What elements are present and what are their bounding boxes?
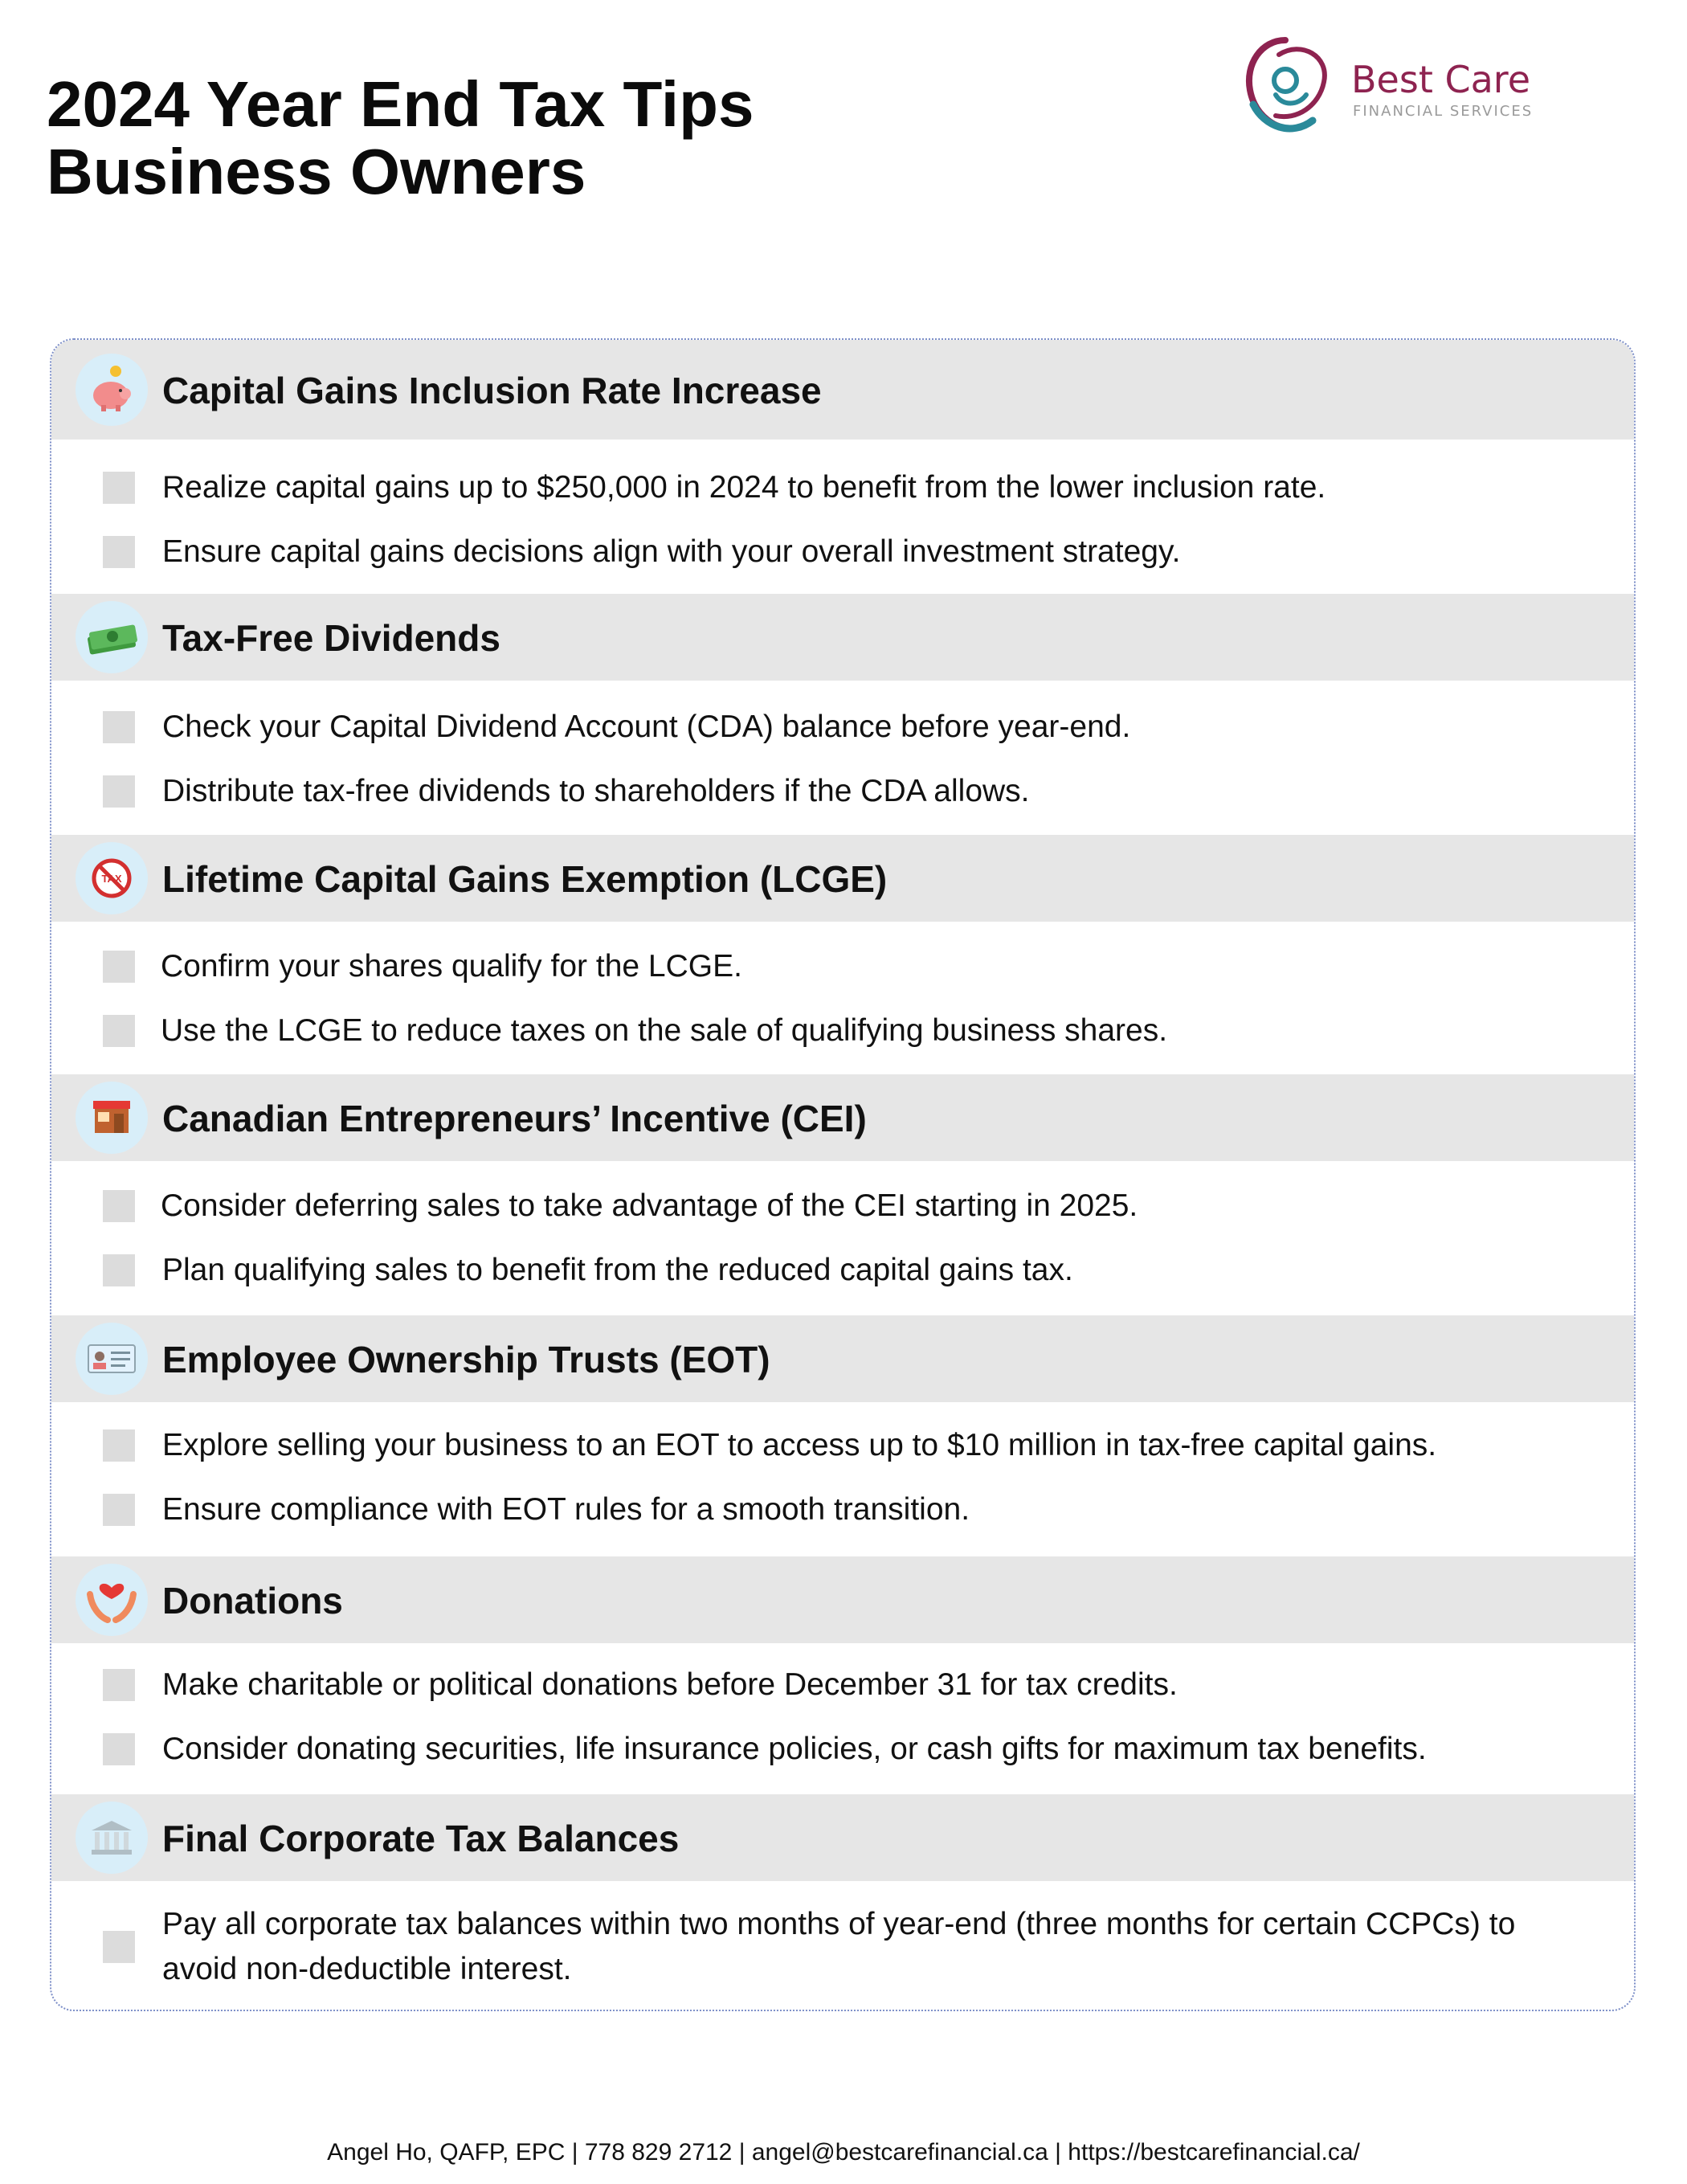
section-title: Employee Ownership Trusts (EOT)	[162, 1339, 770, 1380]
checkbox[interactable]	[103, 1733, 135, 1765]
list-item	[51, 769, 1634, 814]
company-logo	[1229, 32, 1583, 145]
list-item	[51, 1727, 1634, 1772]
section-header-capital-gains	[51, 340, 1634, 440]
page-title-line-2: Business Owners	[47, 136, 586, 207]
list-item-text: Use the LCGE to reduce taxes on the sale of qualifying business shares.	[161, 1013, 1168, 1048]
section-title: Final Corporate Tax Balances	[162, 1818, 680, 1859]
checkbox[interactable]	[103, 1190, 135, 1222]
section-header-dividends	[51, 594, 1634, 681]
storefront-icon	[76, 1082, 148, 1154]
money-stack-icon	[76, 601, 148, 673]
section-header-lcge	[51, 835, 1634, 922]
page-title-line-1: 2024 Year End Tax Tips	[47, 68, 754, 140]
contact-footer: Angel Ho, QAFP, EPC | 778 829 2712 | angel@bestcarefinancial.ca | https://bestcarefinancial.ca/	[327, 2139, 1360, 2166]
list-item-text: Distribute tax-free dividends to shareholders if the CDA allows.	[162, 774, 1030, 808]
bank-building-icon	[76, 1802, 148, 1874]
section-title: Lifetime Capital Gains Exemption (LCGE)	[162, 858, 888, 900]
checkbox[interactable]	[103, 1429, 135, 1462]
list-item	[51, 1902, 1634, 1992]
no-tax-icon	[76, 842, 148, 914]
checkbox[interactable]	[103, 775, 135, 808]
section-header-corporate-tax	[51, 1794, 1634, 1881]
list-item	[51, 1487, 1634, 1532]
list-item	[51, 1008, 1634, 1053]
list-item	[51, 530, 1634, 575]
list-item	[51, 1663, 1634, 1708]
section-header-donations	[51, 1556, 1634, 1643]
logo-mark-icon	[1229, 32, 1342, 145]
logo-subtitle: FINANCIAL SERVICES	[1353, 103, 1534, 120]
piggy-bank-icon	[76, 354, 148, 426]
section-title: Tax-Free Dividends	[162, 617, 500, 659]
list-item-text: Explore selling your business to an EOT to access up to $10 million in tax-free capital gains.	[162, 1428, 1437, 1462]
section-header-eot	[51, 1315, 1634, 1402]
page-title	[47, 68, 754, 207]
section-header-cei	[51, 1074, 1634, 1161]
checklist-card	[50, 338, 1636, 2011]
list-item-text: Check your Capital Dividend Account (CDA) balance before year-end.	[162, 710, 1131, 744]
heart-hands-icon	[76, 1564, 148, 1636]
checkbox[interactable]	[103, 536, 135, 568]
list-item	[51, 1423, 1634, 1468]
checkbox[interactable]	[103, 1669, 135, 1701]
list-item-text: Ensure capital gains decisions align with your overall investment strategy.	[162, 534, 1181, 569]
list-item	[51, 1248, 1634, 1293]
checkbox[interactable]	[103, 472, 135, 504]
svg-text:TAX: TAX	[101, 873, 122, 885]
list-item-text: Ensure compliance with EOT rules for a smooth transition.	[162, 1492, 970, 1527]
section-title: Canadian Entrepreneurs’ Incentive (CEI)	[162, 1098, 867, 1139]
list-item	[51, 705, 1634, 750]
logo-name: Best Care	[1351, 58, 1530, 101]
checkbox[interactable]	[103, 951, 135, 983]
id-card-icon	[76, 1323, 148, 1395]
list-item-text: Consider deferring sales to take advantage of the CEI starting in 2025.	[161, 1188, 1138, 1223]
checkbox[interactable]	[103, 711, 135, 743]
section-title: Donations	[162, 1580, 343, 1622]
list-item-text: Make charitable or political donations before December 31 for tax credits.	[162, 1667, 1178, 1702]
list-item-text: Plan qualifying sales to benefit from the reduced capital gains tax.	[162, 1253, 1073, 1287]
list-item-text: Consider donating securities, life insurance policies, or cash gifts for maximum tax benefits.	[162, 1732, 1427, 1766]
checkbox[interactable]	[103, 1254, 135, 1286]
list-item	[51, 1184, 1634, 1229]
list-item-text: Pay all corporate tax balances within two months of year-end (three months for certain CCPCs) to avoid non-deductible interest.	[162, 1907, 1516, 1986]
checkbox[interactable]	[103, 1015, 135, 1047]
list-item-text: Confirm your shares qualify for the LCGE.	[161, 949, 742, 984]
list-item	[51, 465, 1634, 510]
section-title: Capital Gains Inclusion Rate Increase	[162, 370, 822, 411]
list-item	[51, 944, 1634, 989]
checkbox[interactable]	[103, 1494, 135, 1526]
checkbox[interactable]	[103, 1931, 135, 1963]
list-item-text: Realize capital gains up to $250,000 in 2024 to benefit from the lower inclusion rate.	[162, 470, 1326, 505]
